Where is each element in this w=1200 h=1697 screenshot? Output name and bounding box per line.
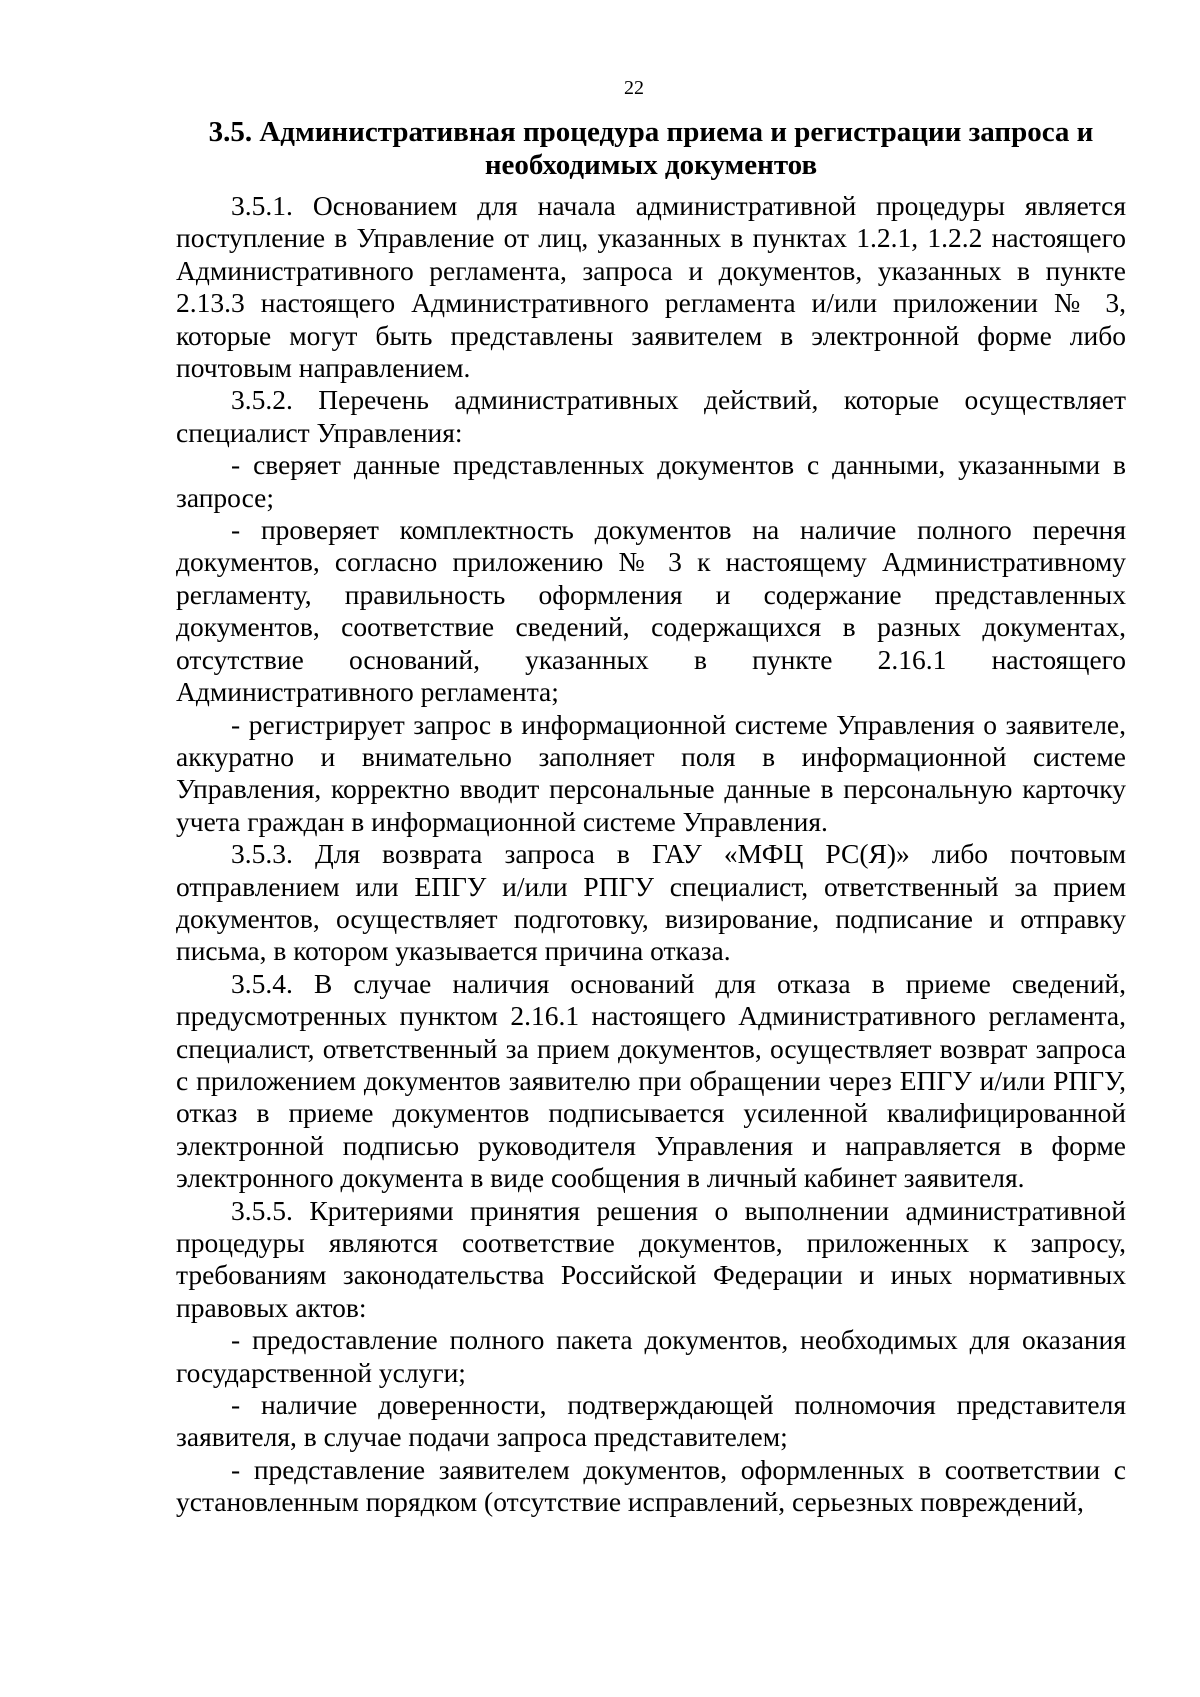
list-item: - проверяет комплектность документов на наличие полного перечня документов, согласно приложению № 3 к настоящему Административному регламенту, правильность оформления и содержание представленных документов, соответствие сведений, содержащихся в разных документах, отсутствие оснований, указанных в пункте 2.16.1 настоящего Административного регламента; [176, 514, 1126, 708]
page-number: 22 [624, 77, 644, 99]
document-body [176, 190, 1126, 1519]
paragraph-3-5-3: 3.5.3. Для возврата запроса в ГАУ «МФЦ РС(Я)» либо почтовым отправлением или ЕПГУ и/или РПГУ специалист, ответственный за прием документов, осуществляет подготовку, визирование, подписание и отправку письма, в котором указывается причина отказа. [176, 838, 1126, 967]
list-item: - регистрирует запрос в информационной системе Управления о заявителе, аккуратно и внимательно заполняет поля в информационной системе Управления, корректно вводит персональные данные в персональную карточку учета граждан в информационной системе Управления. [176, 708, 1126, 837]
list-item: - предоставление полного пакета документов, необходимых для оказания государственной услуги; [176, 1324, 1126, 1388]
list-item: - представление заявителем документов, оформленных в соответствии с установленным порядком (отсутствие исправлений, серьезных повреждений, [176, 1453, 1126, 1518]
paragraph-3-5-1: 3.5.1. Основанием для начала административной процедуры является поступление в Управление от лиц, указанных в пунктах 1.2.1, 1.2.2 настоящего Административного регламента, запроса и документов, указанных в пункте 2.13.3 настоящего Административного регламента и/или приложении № 3, которые могут быть представлены заявителем в электронной форме либо почтовым направлением. [176, 190, 1126, 384]
paragraph-3-5-2: 3.5.2. Перечень административных действий, которые осуществляет специалист Управления: [176, 384, 1126, 448]
paragraph-3-5-4: 3.5.4. В случае наличия оснований для отказа в приеме сведений, предусмотренных пунктом 2.16.1 настоящего Административного регламента, специалист, ответственный за прием документов, осуществляет возврат запроса с приложением документов заявителю при обращении через ЕПГУ и/или РПГУ, отказ в приеме документов подписывается усиленной квалифицированной электронной подписью руководителя Управления и направляется в форме электронного документа в виде сообщения в личный кабинет заявителя. [176, 967, 1126, 1194]
paragraph-3-5-5: 3.5.5. Критериями принятия решения о выполнении административной процедуры являются соответствие документов, приложенных к запросу, требованиям законодательства Российской Федерации и иных нормативных правовых актов: [176, 1194, 1126, 1323]
list-item: - наличие доверенности, подтверждающей полномочия представителя заявителя, в случае подачи запроса представителем; [176, 1389, 1126, 1453]
section-heading-line-1: 3.5. Административная процедура приема и регистрации запроса и [208, 116, 1094, 148]
section-heading-line-2: необходимых документов [484, 149, 818, 181]
section-heading [176, 116, 1126, 182]
list-item: - сверяет данные представленных документов с данными, указанными в запросе; [176, 449, 1126, 513]
